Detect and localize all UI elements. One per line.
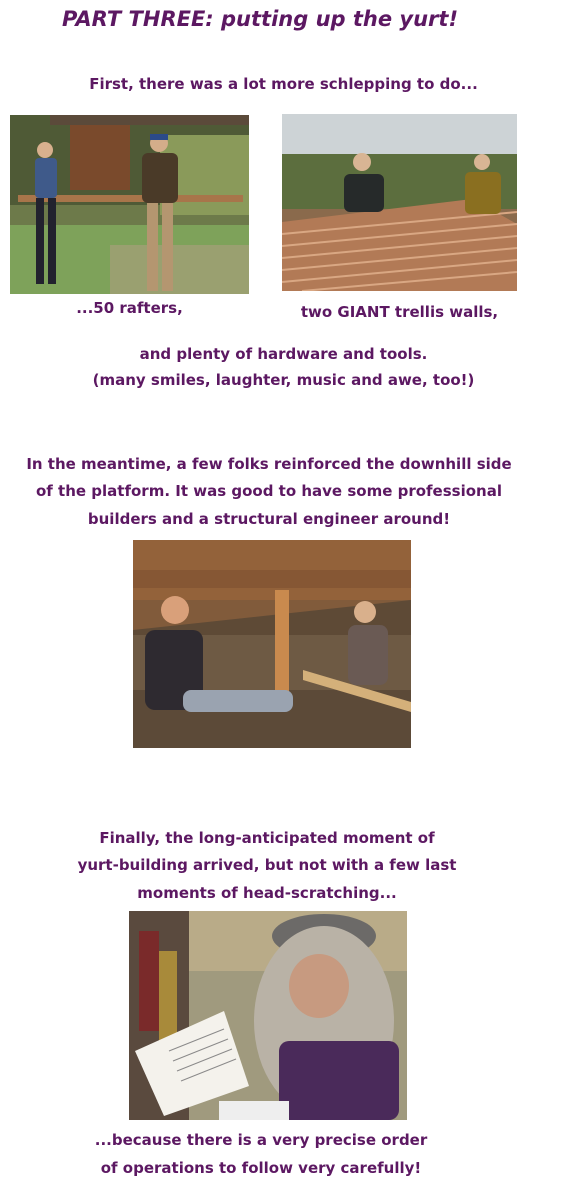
finally-line-3: moments of head-scratching... <box>137 884 397 902</box>
page-title: PART THREE: putting up the yurt! <box>61 7 459 31</box>
photo-under-platform <box>133 540 411 748</box>
intro-text: First, there was a lot more schlepping to do... <box>89 75 478 93</box>
photo-trellis-walls <box>282 114 517 291</box>
finally-line-2: yurt-building arrived, but not with a few last <box>77 856 457 874</box>
meantime-line-3: builders and a structural engineer around! <box>87 510 451 528</box>
closing-line-1: ...because there is a very precise order <box>94 1131 428 1149</box>
caption-trellis: two GIANT trellis walls, <box>300 303 499 321</box>
photo-reading-instructions <box>129 911 407 1120</box>
meantime-line-2: of the platform. It was good to have some professional <box>36 482 502 500</box>
closing-line-2: of operations to follow very carefully! <box>100 1159 422 1177</box>
photo-carrying-rafters <box>10 115 249 294</box>
caption-hardware: and plenty of hardware and tools. <box>139 345 428 363</box>
finally-line-1: Finally, the long-anticipated moment of <box>99 829 435 847</box>
caption-smiles: (many smiles, laughter, music and awe, too!) <box>92 371 475 389</box>
meantime-line-1: In the meantime, a few folks reinforced the downhill side <box>26 455 512 473</box>
caption-rafters: ...50 rafters, <box>76 299 183 317</box>
